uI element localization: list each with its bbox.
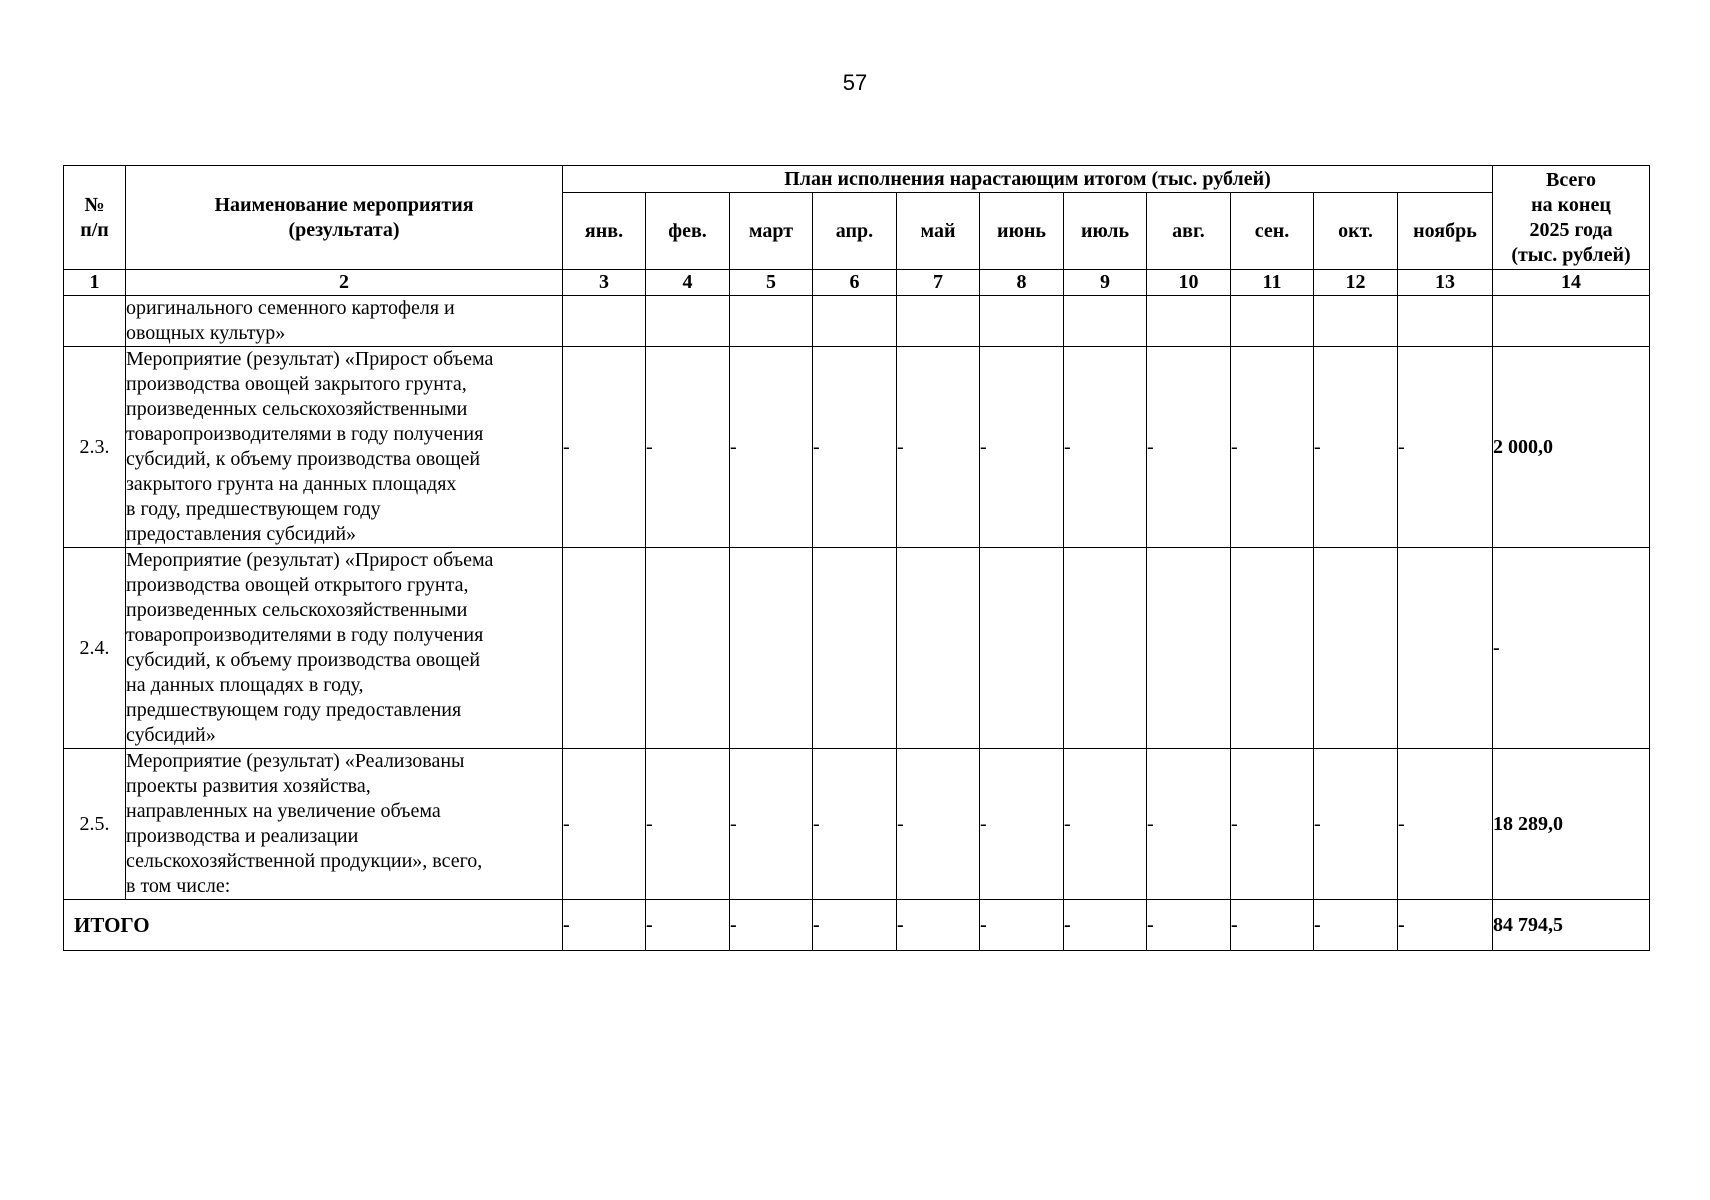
column-number: 5 — [730, 270, 813, 296]
itogo-total: 84 794,5 — [1493, 900, 1650, 951]
month-value: - — [1064, 749, 1147, 900]
month-value — [646, 296, 730, 347]
column-number: 7 — [897, 270, 980, 296]
page-number: 57 — [842, 70, 868, 95]
itogo-month-value: - — [897, 900, 980, 951]
itogo-month-value: - — [980, 900, 1064, 951]
month-value — [980, 548, 1064, 749]
month-value: - — [1147, 347, 1231, 548]
month-value: - — [980, 347, 1064, 548]
header-month: сен. — [1231, 193, 1314, 270]
month-value: - — [563, 749, 646, 900]
itogo-month-value: - — [563, 900, 646, 951]
header-month: янв. — [563, 193, 646, 270]
itogo-month-value: - — [1231, 900, 1314, 951]
month-value — [1398, 296, 1493, 347]
month-value — [730, 296, 813, 347]
header-month: июль — [1064, 193, 1147, 270]
table-row — [64, 548, 1650, 749]
itogo-month-value: - — [1398, 900, 1493, 951]
month-value — [897, 548, 980, 749]
column-number: 12 — [1314, 270, 1398, 296]
month-value: - — [980, 749, 1064, 900]
column-number: 1 — [64, 270, 126, 296]
row-name: оригинального семенного картофеля и овощных культур» — [126, 296, 563, 347]
column-number: 11 — [1231, 270, 1314, 296]
month-value: - — [730, 347, 813, 548]
header-month: апр. — [813, 193, 897, 270]
month-value — [1314, 296, 1398, 347]
column-number: 14 — [1493, 270, 1650, 296]
month-value — [563, 548, 646, 749]
itogo-month-value: - — [730, 900, 813, 951]
month-value — [1398, 548, 1493, 749]
row-total: - — [1493, 548, 1650, 749]
itogo-month-value: - — [646, 900, 730, 951]
header-month: авг. — [1147, 193, 1231, 270]
row-total: 18 289,0 — [1493, 749, 1650, 900]
itogo-label: ИТОГО — [64, 900, 563, 951]
month-value — [1147, 296, 1231, 347]
month-value: - — [897, 347, 980, 548]
month-value — [1231, 296, 1314, 347]
row-total — [1493, 296, 1650, 347]
month-value: - — [563, 347, 646, 548]
month-value: - — [897, 749, 980, 900]
month-value: - — [1231, 749, 1314, 900]
month-value — [1064, 296, 1147, 347]
column-number-row — [64, 270, 1650, 296]
column-number: 4 — [646, 270, 730, 296]
itogo-month-value: - — [1147, 900, 1231, 951]
header-month: июнь — [980, 193, 1064, 270]
month-value — [563, 296, 646, 347]
row-number: 2.4. — [64, 548, 126, 749]
table-row — [64, 296, 1650, 347]
itogo-month-value: - — [1314, 900, 1398, 951]
row-name: Мероприятие (результат) «Прирост объема производства овощей открытого грунта, произведенных сельскохозяйственными товаропроизводителями в году получения субсидий, к объему производства овощей на данных площадях в году, предшествующем году предоставления субсидий» — [126, 548, 563, 749]
month-value: - — [1314, 347, 1398, 548]
month-value — [813, 296, 897, 347]
column-number: 9 — [1064, 270, 1147, 296]
month-value: - — [1398, 347, 1493, 548]
month-value: - — [1147, 749, 1231, 900]
month-value: - — [646, 749, 730, 900]
itogo-month-value: - — [1064, 900, 1147, 951]
month-value: - — [1064, 347, 1147, 548]
column-number: 13 — [1398, 270, 1493, 296]
header-plan: План исполнения нарастающим итогом (тыс. рублей) — [563, 166, 1493, 193]
month-value — [980, 296, 1064, 347]
row-name: Мероприятие (результат) «Прирост объема производства овощей закрытого грунта, произведенных сельскохозяйственными товаропроизводителями в году получения субсидий, к объему производства овощей закрытого грунта на данных площадях в году, предшествующем году предоставления субсидий» — [126, 347, 563, 548]
header-month: ноябрь — [1398, 193, 1493, 270]
header-month: май — [897, 193, 980, 270]
header-month: фев. — [646, 193, 730, 270]
month-value: - — [730, 749, 813, 900]
month-value — [1231, 548, 1314, 749]
table-row — [64, 347, 1650, 548]
month-value: - — [1398, 749, 1493, 900]
row-number: 2.3. — [64, 347, 126, 548]
month-value: - — [813, 749, 897, 900]
table-row — [64, 749, 1650, 900]
row-number — [64, 296, 126, 347]
header-num: № п/п — [64, 166, 126, 270]
month-value: - — [1231, 347, 1314, 548]
column-number: 8 — [980, 270, 1064, 296]
row-name: Мероприятие (результат) «Реализованы проекты развития хозяйства, направленных на увеличение объема производства и реализации сельскохозяйственной продукции», всего, в том числе: — [126, 749, 563, 900]
header-total: Всего на конец 2025 года (тыс. рублей) — [1493, 166, 1650, 270]
header-month: окт. — [1314, 193, 1398, 270]
month-value — [813, 548, 897, 749]
plan-table — [63, 165, 1650, 951]
month-value — [897, 296, 980, 347]
month-value: - — [1314, 749, 1398, 900]
column-number: 10 — [1147, 270, 1231, 296]
header-name: Наименование мероприятия (результата) — [126, 166, 563, 270]
month-value: - — [646, 347, 730, 548]
column-number: 2 — [126, 270, 563, 296]
month-value — [646, 548, 730, 749]
month-value — [1147, 548, 1231, 749]
itogo-month-value: - — [813, 900, 897, 951]
column-number: 6 — [813, 270, 897, 296]
row-number: 2.5. — [64, 749, 126, 900]
month-value — [1064, 548, 1147, 749]
header-month: март — [730, 193, 813, 270]
month-value — [730, 548, 813, 749]
row-total: 2 000,0 — [1493, 347, 1650, 548]
itogo-row — [64, 900, 1650, 951]
column-number: 3 — [563, 270, 646, 296]
month-value: - — [813, 347, 897, 548]
month-value — [1314, 548, 1398, 749]
